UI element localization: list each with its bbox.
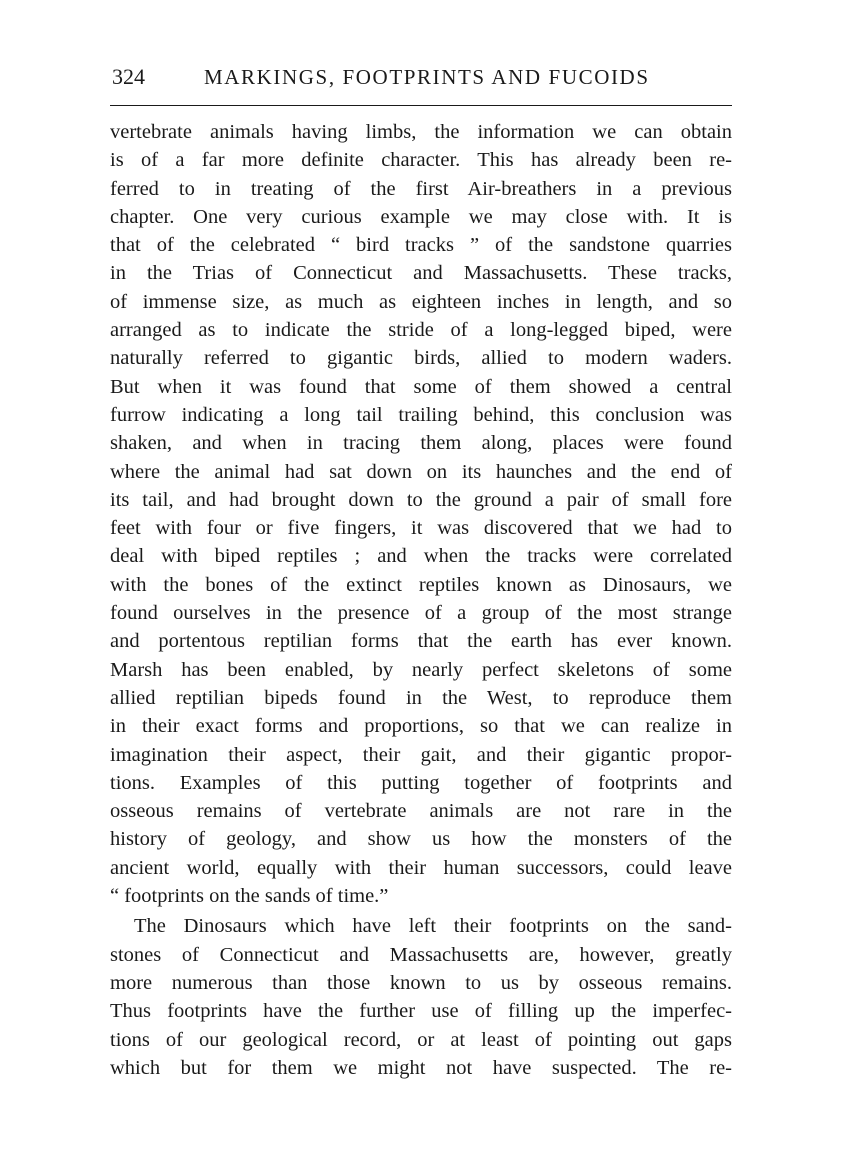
text-line: stones of Connecticut and Massachusetts are, however, greatly bbox=[110, 943, 732, 966]
text-line: in the Trias of Connecticut and Massachusetts. These tracks, bbox=[110, 262, 732, 285]
text-line: osseous remains of vertebrate animals are not rare in the bbox=[110, 800, 732, 823]
text-line: But when it was found that some of them showed a central bbox=[110, 375, 732, 398]
text-line: ferred to in treating of the first Air-breathers in a previous bbox=[110, 177, 732, 200]
body-text bbox=[110, 118, 732, 1082]
text-line: shaken, and when in tracing them along, places were found bbox=[110, 432, 732, 455]
text-line: The Dinosaurs which have left their footprints on the sand- bbox=[134, 915, 732, 938]
page-number: 324 bbox=[112, 64, 145, 89]
text-line: Thus footprints have the further use of filling up the imperfec- bbox=[110, 1000, 732, 1023]
running-head bbox=[112, 64, 732, 94]
paragraph-1 bbox=[110, 118, 732, 910]
text-line: chapter. One very curious example we may close with. It is bbox=[110, 205, 732, 228]
header-rule bbox=[110, 105, 732, 106]
text-line: ancient world, equally with their human successors, could leave bbox=[110, 856, 732, 879]
text-line: allied reptilian bipeds found in the West, to reproduce them bbox=[110, 686, 732, 709]
text-line: where the animal had sat down on its haunches and the end of bbox=[110, 460, 732, 483]
text-line: naturally referred to gigantic birds, allied to modern waders. bbox=[110, 347, 732, 370]
text-line: of immense size, as much as eighteen inches in length, and so bbox=[110, 290, 732, 313]
text-line: found ourselves in the presence of a group of the most strange bbox=[110, 602, 732, 625]
text-line: feet with four or five fingers, it was discovered that we had to bbox=[110, 517, 732, 540]
text-line: history of geology, and show us how the monsters of the bbox=[110, 828, 732, 851]
running-title: MARKINGS, FOOTPRINTS AND FUCOIDS bbox=[204, 65, 650, 89]
text-line: tions. Examples of this putting together of footprints and bbox=[110, 771, 732, 794]
text-line: more numerous than those known to us by osseous remains. bbox=[110, 971, 732, 994]
paragraph-2 bbox=[110, 912, 732, 1082]
text-line: is of a far more definite character. This has already been re- bbox=[110, 149, 732, 172]
text-line: with the bones of the extinct reptiles known as Dinosaurs, we bbox=[110, 573, 732, 596]
text-line: its tail, and had brought down to the ground a pair of small fore bbox=[110, 488, 732, 511]
text-line: “ footprints on the sands of time.” bbox=[110, 885, 389, 908]
text-line: deal with biped reptiles ; and when the tracks were correlated bbox=[110, 545, 732, 568]
text-line: tions of our geological record, or at least of pointing out gaps bbox=[110, 1028, 732, 1051]
text-line: and portentous reptilian forms that the earth has ever known. bbox=[110, 630, 732, 653]
text-line: which but for them we might not have suspected. The re- bbox=[110, 1056, 732, 1079]
text-line: imagination their aspect, their gait, and their gigantic propor- bbox=[110, 743, 732, 766]
text-line: arranged as to indicate the stride of a long-legged biped, were bbox=[110, 319, 732, 342]
text-line: in their exact forms and proportions, so that we can realize in bbox=[110, 715, 732, 738]
text-line: vertebrate animals having limbs, the information we can obtain bbox=[110, 121, 732, 143]
text-line: that of the celebrated “ bird tracks ” of the sandstone quarries bbox=[110, 234, 732, 257]
text-line: furrow indicating a long tail trailing behind, this conclusion was bbox=[110, 403, 732, 426]
text-line: Marsh has been enabled, by nearly perfect skeletons of some bbox=[110, 658, 732, 681]
